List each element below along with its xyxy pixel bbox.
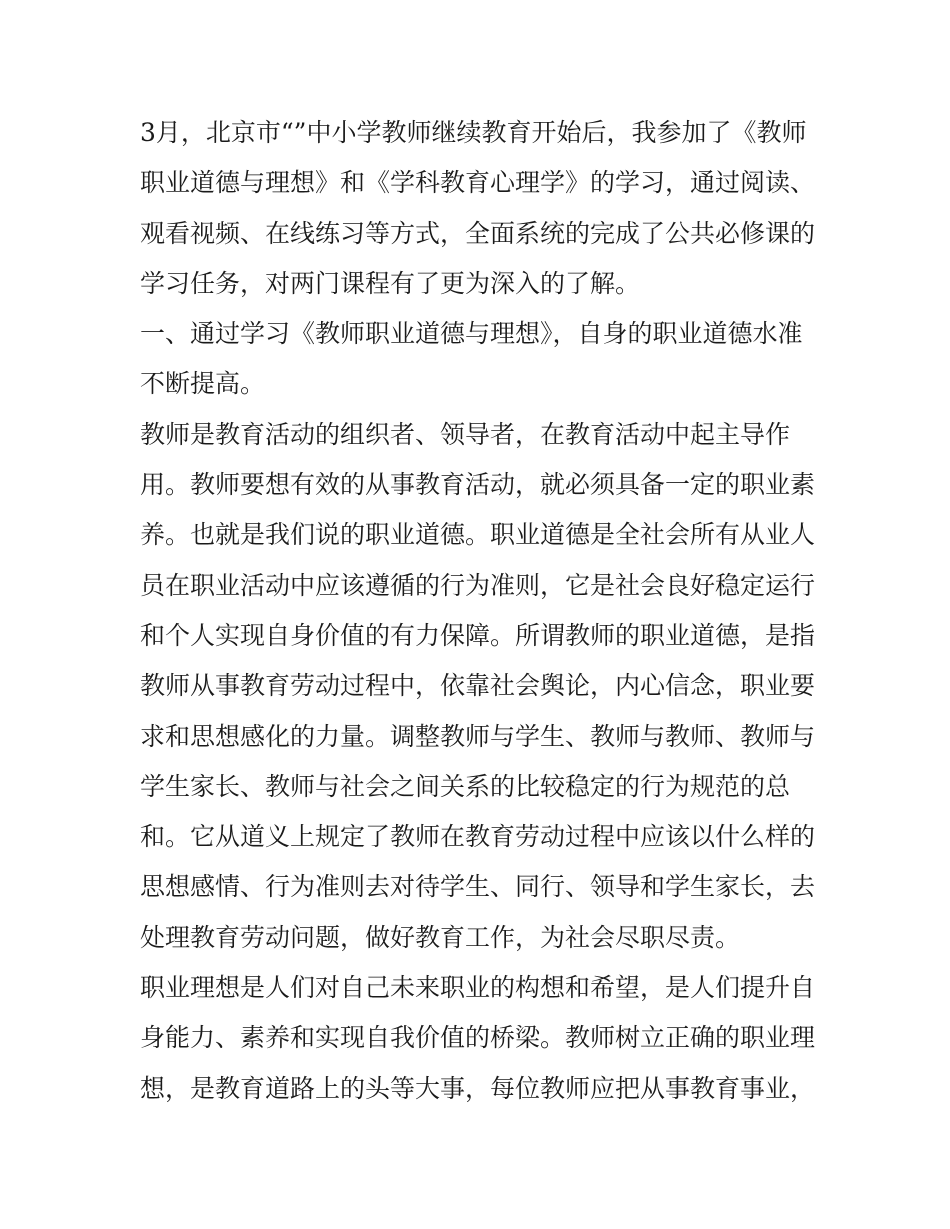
text-line: 和个人实现自身价值的有力保障。所谓教师的职业道德，是指: [140, 620, 816, 650]
text-line: 观看视频、在线练习等方式，全面系统的完成了公共必修课的: [140, 218, 816, 248]
text-line: 养。也就是我们说的职业道德。职业道德是全社会所有从业人: [140, 520, 816, 550]
text-line: 处理教育劳动问题，做好教育工作，为社会尽职尽责。: [140, 922, 741, 952]
text-line: 用。教师要想有效的从事教育活动，就必须具备一定的职业素: [140, 470, 816, 500]
text-line: 求和思想感化的力量。调整教师与学生、教师与教师、教师与: [140, 721, 816, 751]
text-line: 职业理想是人们对自己未来职业的构想和希望，是人们提升自: [140, 973, 816, 1003]
text-line: 教师是教育活动的组织者、领导者，在教育活动中起主导作: [140, 419, 791, 449]
section-heading-line: 不断提高。: [140, 369, 266, 399]
text-line: 身能力、素养和实现自我价值的桥梁。教师树立正确的职业理: [140, 1023, 816, 1053]
section-heading-line: 一、通过学习《教师职业道德与理想》，自身的职业道德水准: [140, 319, 803, 349]
text-line: 员在职业活动中应该遵循的行为准则，它是社会良好稳定运行: [140, 570, 816, 600]
text-line: 职业道德与理想》和《学科教育心理学》的学习，通过阅读、: [140, 168, 816, 198]
text-line: 3月，北京市“”中小学教师继续教育开始后，我参加了《教师: [140, 118, 807, 147]
text-line: 和。它从道义上规定了教师在教育劳动过程中应该以什么样的: [140, 822, 816, 852]
text-line: 学生家长、教师与社会之间关系的比较稳定的行为规范的总: [140, 771, 791, 801]
text-line: 思想感情、行为准则去对待学生、同行、领导和学生家长，去: [140, 872, 816, 902]
text-line: 学习任务，对两门课程有了更为深入的了解。: [140, 268, 641, 298]
text-line: 教师从事教育劳动过程中，依靠社会舆论，内心信念，职业要: [140, 671, 816, 701]
text-line: 想，是教育道路上的头等大事，每位教师应把从事教育事业，: [140, 1073, 816, 1103]
document-body: [140, 108, 820, 1114]
